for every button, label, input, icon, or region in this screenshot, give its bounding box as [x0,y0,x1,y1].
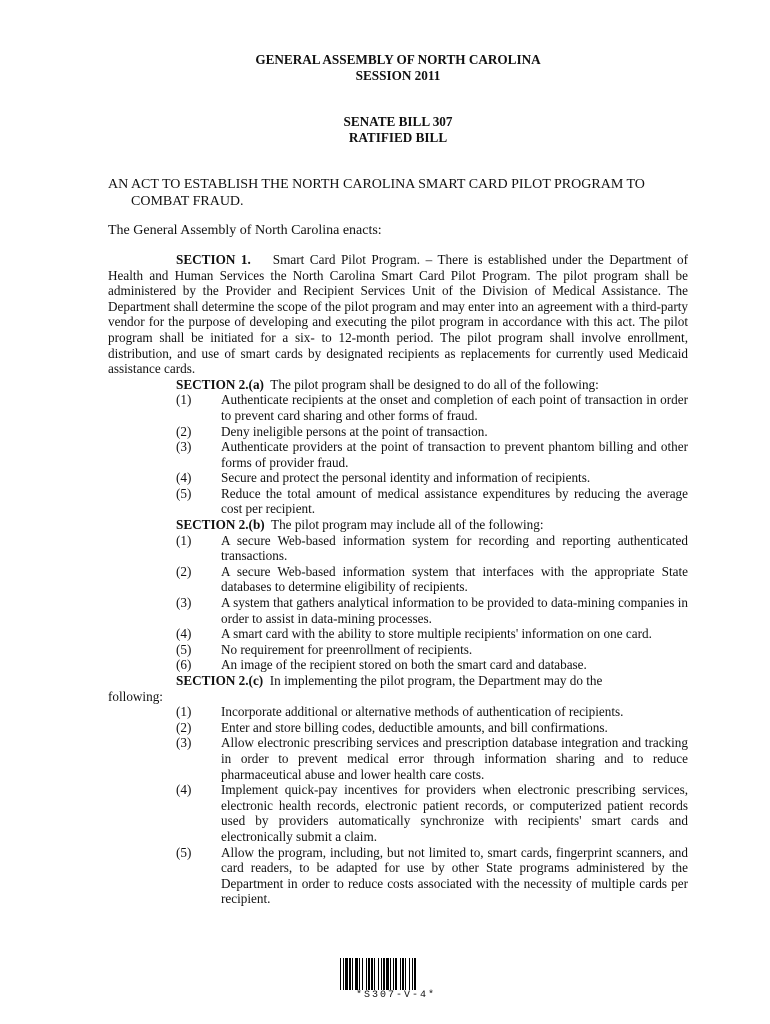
item-text: Allow the program, including, but not limited to, smart cards, fingerprint scanners, and card readers, to be adapted for use by other State programs administered by the Department in order to reduce costs associated with the necessity of multiple cards per recipient. [221,844,688,907]
bill-document [108,52,688,907]
item-text: Implement quick-pay incentives for providers when electronic prescribing services, electronic health records, electronic patient records, or computerized patient records used by providers automatically synchronize with recipients' smart cards and electronically submit a claim. [221,782,688,844]
section-1-text: Smart Card Pilot Program. – There is established under the Department of Health and Human Services the North Carolina Smart Card Pilot Program. The pilot program shall be administered by the Provider and Recipient Services Unit of the Division of Medical Assistance. The Department shall determine the scope of the pilot program and may enter into an agreement with a third-party vendor for the purpose of developing and executing the pilot program in accordance with this act. The pilot program shall be initiated for a six- to 12-month period. The pilot program shall involve enrollment, distribution, and use of smart cards by designated recipients as replacements for currently used Medicaid assistance cards. [108,251,688,377]
item-number: (6) [176,657,192,673]
item-number: (1) [176,704,192,720]
item-text: Enter and store billing codes, deductible amounts, and bill confirmations. [221,719,608,735]
list-item [108,470,688,486]
list-item [108,720,688,736]
act-title: AN ACT TO ESTABLISH THE NORTH CAROLINA SMART CARD PILOT PROGRAM TO COMBAT FRAUD. [108,177,645,210]
item-text: Deny ineligible persons at the point of transaction. [221,423,488,439]
session-heading: SESSION 2011 [355,67,441,83]
bill-status: RATIFIED BILL [348,129,448,145]
item-number: (4) [176,470,192,486]
list-item [108,704,688,720]
list-item [108,533,688,564]
assembly-heading: GENERAL ASSEMBLY OF NORTH CAROLINA [255,52,541,67]
section-2b-label: SECTION 2.(b) [176,517,265,533]
list-item [108,392,688,423]
item-number: (4) [176,626,192,642]
item-number: (5) [176,844,192,860]
item-number: (3) [176,439,192,455]
list-item [108,782,688,844]
section-1-label: SECTION 1. [176,251,251,267]
section-2b [108,517,688,533]
barcode-bar [416,958,417,990]
list-item [108,845,688,907]
section-2c-list [108,704,688,907]
list-item [108,595,688,626]
item-text: Authenticate recipients at the onset and completion of each point of transaction in order to prevent card sharing and other forms of fraud. [221,392,688,423]
section-2b-list [108,533,688,673]
enacting-clause: The General Assembly of North Carolina enacts: [108,223,382,239]
item-text: A system that gathers analytical information to be provided to data-mining companies in order to assist in data-mining processes. [221,595,688,626]
item-text: Secure and protect the personal identity and information of recipients. [221,470,591,486]
item-text: Reduce the total amount of medical assistance expenditures by reducing the average cost per recipient. [221,485,688,517]
item-number: (1) [176,532,192,548]
barcode-text: *S307-V-4* [355,990,436,1001]
item-text: No requirement for preenrollment of recipients. [221,641,473,657]
section-2c-text: In implementing the pilot program, the Department may do the [269,673,603,688]
section-2a [108,377,688,393]
item-number: (3) [176,735,192,751]
list-item [108,657,688,673]
section-1 [108,252,688,377]
list-item [108,564,688,595]
item-text: Incorporate additional or alternative methods of authentication of recipients. [221,704,624,720]
list-item [108,439,688,470]
list-item [108,486,688,517]
section-2c-label: SECTION 2.(c) [176,673,264,688]
section-2a-text: The pilot program shall be designed to do all of the following: [270,376,599,392]
item-text: Allow electronic prescribing services and prescription database integration and tracking in order to prevent medical error through information sharing and to reduce pharmaceutical abuse and lower health care costs. [221,735,688,782]
section-2a-label: SECTION 2.(a) [176,376,264,392]
item-number: (5) [176,641,192,657]
bill-number: SENATE BILL 307 [343,114,453,130]
list-item [108,424,688,440]
list-item [108,642,688,658]
item-text: A secure Web-based information system that interfaces with the appropriate State databases to determine eligibility of recipients. [221,563,688,595]
list-item [108,735,688,782]
list-item [108,626,688,642]
section-2a-list [108,392,688,517]
item-number: (1) [176,392,192,408]
item-number: (2) [176,563,192,579]
item-number: (2) [176,719,192,735]
section-2b-text: The pilot program may include all of the following: [271,517,544,533]
item-text: A smart card with the ability to store multiple recipients' information on one card. [221,626,652,642]
barcode [340,958,452,1004]
item-number: (3) [176,595,192,611]
item-number: (2) [176,423,192,439]
item-number: (4) [176,782,192,798]
barcode-bars [340,958,452,990]
item-number: (5) [176,485,192,501]
item-text: An image of the recipient stored on both the smart card and database. [221,657,587,673]
item-text: Authenticate providers at the point of transaction to prevent phantom billing and other forms of provider fraud. [221,439,688,470]
section-2c [108,673,688,689]
section-2c-following: following: [108,688,163,704]
item-text: A secure Web-based information system for recording and reporting authenticated transactions. [221,532,688,564]
